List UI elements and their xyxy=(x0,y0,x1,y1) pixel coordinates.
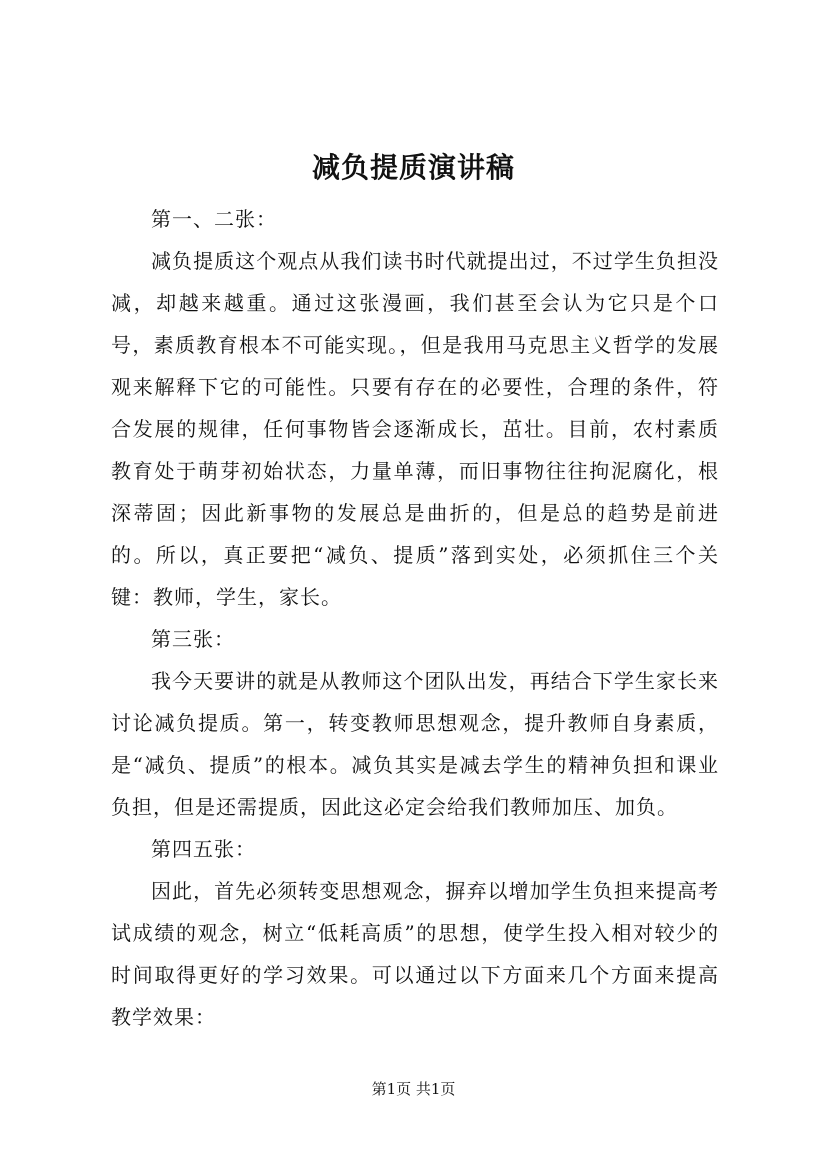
document-body xyxy=(111,198,719,1038)
section-heading: 第四五张： xyxy=(151,837,256,861)
page-footer: 第1页 共1页 xyxy=(371,1080,456,1098)
paragraph: 减负提质这个观点从我们读书时代就提出过，不过学生负担没减，却越来越重。通过这张漫画，我们甚至会认为它只是个口号，素质教育根本不可能实现。，但是我用马克思主义哲学的发展观来解释下它的可能性。只要有存在的必要性，合理的条件，符合发展的规律，任何事物皆会逐渐成长，茁壮。目前，农村素质教育处于萌芽初始状态，力量单薄，而旧事物往往拘泥腐化，根深蒂固；因此新事物的发展总是曲折的，但是总的趋势是前进的。所以，真正要把“减负、提质”落到实处，必须抓住三个关键：教师，学生，家长。 xyxy=(111,249,719,609)
page-title: 减负提质演讲稿 xyxy=(311,151,515,184)
paragraph: 我今天要讲的就是从教师这个团队出发，再结合下学生家长来讨论减负提质。第一，转变教师思想观念，提升教师自身素质，是“减负、提质”的根本。减负其实是减去学生的精神负担和课业负担，但是还需提质，因此这必定会给我们教师加压、加负。 xyxy=(111,669,719,819)
paragraph: 因此，首先必须转变思想观念，摒弃以增加学生负担来提高考试成绩的观念，树立“低耗高质”的思想，使学生投入相对较少的时间取得更好的学习效果。可以通过以下方面来几个方面来提高教学效果： xyxy=(111,879,719,1029)
section-heading: 第三张： xyxy=(151,627,235,651)
section-heading: 第一、二张： xyxy=(151,207,277,231)
